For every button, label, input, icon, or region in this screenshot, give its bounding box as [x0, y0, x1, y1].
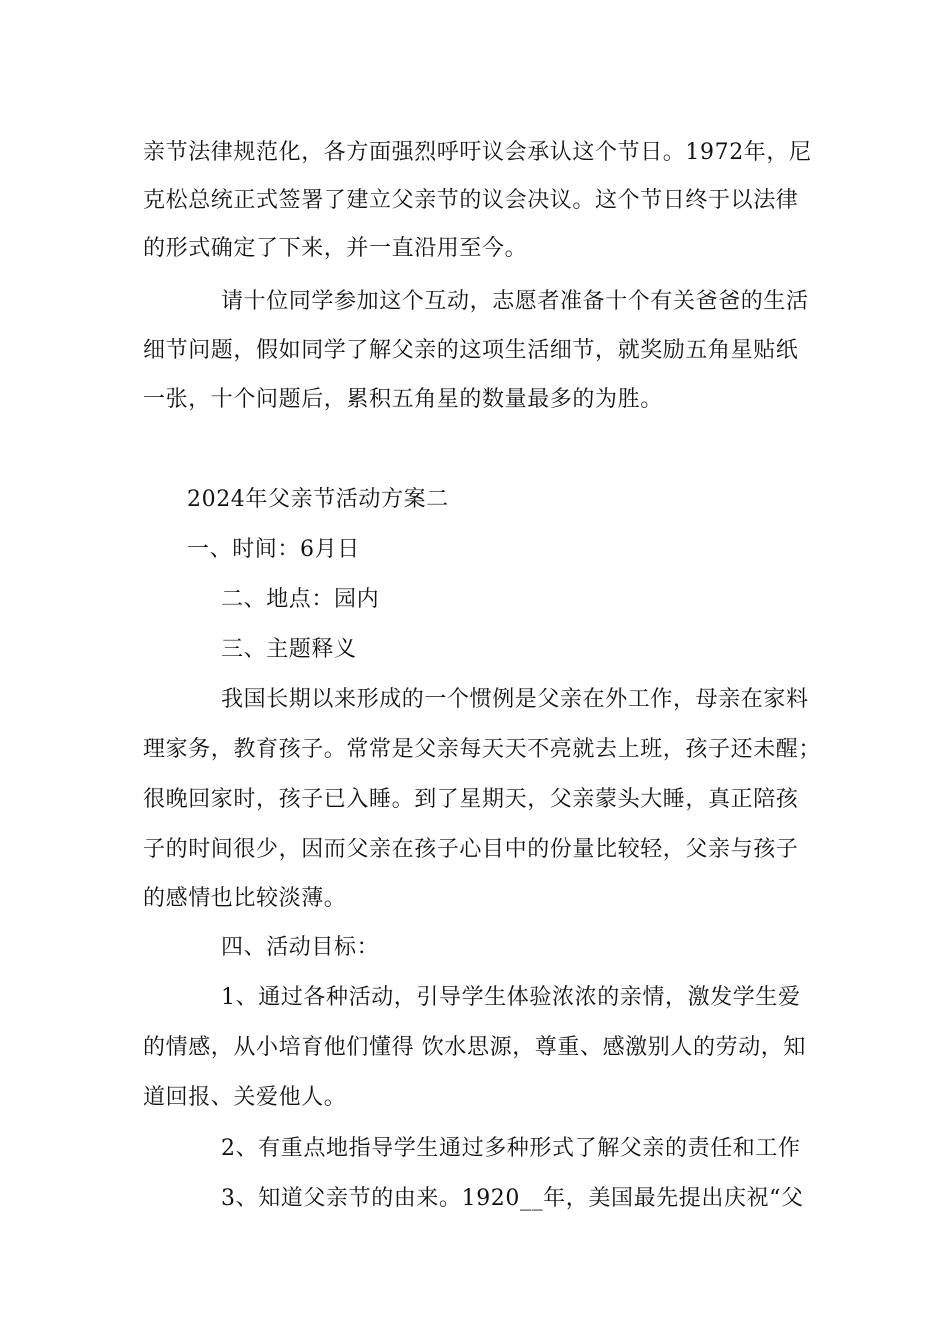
paragraph-line: 子的时间很少，因而父亲在孩子心目中的份量比较轻，父亲与孩子 [143, 837, 799, 862]
paragraph-line: 的感情也比较淡薄。 [143, 886, 347, 911]
paragraph-line: 我国长期以来形成的一个惯例是父亲在外工作，母亲在家料 [221, 687, 809, 712]
goal-line: 1、通过各种活动，引导学生体验浓浓的亲情，激发学生爱 [221, 985, 801, 1010]
item-time: 一、时间：6月日 [187, 537, 360, 562]
paragraph-line: 理家务，教育孩子。常常是父亲每天天不亮就去上班，孩子还未醒； [143, 737, 822, 762]
paragraph-line: 很晚回家时，孩子已入睡。到了星期天，父亲蒙头大睡，真正陪孩 [143, 787, 799, 812]
paragraph-line: 亲节法律规范化，各方面强烈呼吁议会承认这个节日。1972年，尼 [143, 140, 812, 165]
item-place: 二、地点：园内 [221, 587, 380, 612]
section-title: 2024年父亲节活动方案二 [187, 487, 449, 512]
paragraph-line: 一张，十个问题后，累积五角星的数量最多的为胜。 [143, 387, 663, 412]
item-theme: 三、主题释义 [221, 637, 357, 662]
paragraph-line: 的形式确定了下来，并一直沿用至今。 [143, 236, 528, 261]
goal-line: 3、知道父亲节的由来。1920__年，美国最先提出庆祝“父 [221, 1186, 804, 1211]
paragraph-line: 请十位同学参加这个互动，志愿者准备十个有关爸爸的生活 [221, 289, 809, 314]
item-goals: 四、活动目标： [221, 935, 380, 960]
paragraph-line: 克松总统正式签署了建立父亲节的议会决议。这个节日终于以法律 [143, 188, 799, 213]
goal-line: 2、有重点地指导学生通过多种形式了解父亲的责任和工作 [221, 1136, 801, 1161]
goal-line: 的情感，从小培育他们懂得 饮水思源，尊重、感激别人的劳动，知 [143, 1035, 806, 1060]
goal-line: 道回报、关爱他人。 [143, 1085, 347, 1110]
paragraph-line: 细节问题，假如同学了解父亲的这项生活细节，就奖励五角星贴纸 [143, 338, 799, 363]
